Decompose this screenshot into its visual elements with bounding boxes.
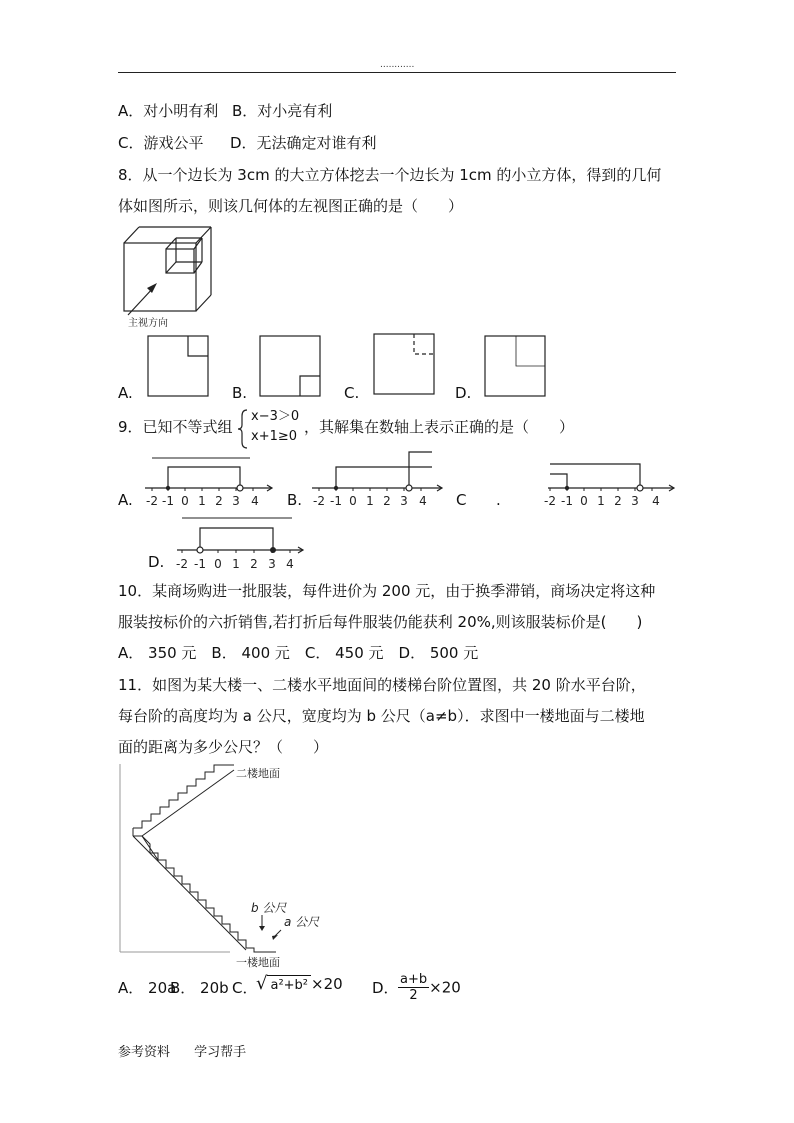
q9-suffix: ，其解集在数轴上表示正确的是（ ） bbox=[304, 418, 575, 436]
q10-options: A． 350 元 B． 400 元 C． 450 元 D． 500 元 bbox=[118, 644, 479, 662]
q9b-tick: 2 bbox=[383, 494, 391, 508]
q9b-tick: 4 bbox=[419, 494, 427, 508]
q9a-tick: -2 bbox=[146, 494, 158, 508]
q11-option-d-numerator: a+b bbox=[400, 972, 428, 987]
q8-cube-figure bbox=[116, 222, 226, 332]
q7-option-b: B．对小亮有利 bbox=[232, 102, 333, 120]
q9d-tick: 0 bbox=[214, 557, 222, 571]
q9c-tick: 0 bbox=[580, 494, 588, 508]
q8-line2: 体如图所示，则该几何体的左视图正确的是（ ） bbox=[118, 197, 464, 215]
q9a-tick: 3 bbox=[232, 494, 240, 508]
header-rule bbox=[118, 72, 676, 73]
q9d-tick: 4 bbox=[286, 557, 294, 571]
q9-inequality-2: x+1≥0 bbox=[251, 429, 298, 444]
q9a-tick: 0 bbox=[181, 494, 189, 508]
q11-line1: 11．如图为某大楼一、二楼水平地面间的楼梯台阶位置图，共 20 阶水平台阶， bbox=[118, 676, 646, 694]
q11-option-b: B． 20b bbox=[170, 979, 229, 997]
footer-right: 学习帮手 bbox=[194, 1045, 247, 1060]
q8-line1: 8．从一个边长为 3cm 的大立方体挖去一个边长为 1cm 的小立方体，得到的几何 bbox=[118, 166, 662, 184]
q11-floor1-label: 一楼地面 bbox=[236, 956, 280, 969]
q7-option-c: C．游戏公平 bbox=[118, 134, 204, 152]
q9-label-b: B. bbox=[287, 491, 303, 509]
q9b-tick: 3 bbox=[400, 494, 408, 508]
q11-option-c-radicand: a²+b² bbox=[267, 975, 311, 996]
q9-prefix: 9．已知不等式组 bbox=[118, 418, 233, 436]
q7-option-d: D．无法确定对谁有利 bbox=[230, 134, 377, 152]
q9a-tick: 4 bbox=[251, 494, 259, 508]
q9b-tick: -2 bbox=[313, 494, 325, 508]
q11-option-c-suffix: ×20 bbox=[311, 975, 343, 993]
q9-label-a: A. bbox=[118, 491, 133, 509]
q10-line2: 服装按标价的六折销售,若打折后每件服装仍能获利 20%,则该服装标价是( ) bbox=[118, 613, 643, 631]
page-footer bbox=[118, 1041, 266, 1060]
q9a-tick: 2 bbox=[215, 494, 223, 508]
q9-label-d: D. bbox=[148, 553, 165, 571]
q9c-tick: -2 bbox=[544, 494, 556, 508]
q8-arrow-label: 主视方向 bbox=[128, 318, 168, 329]
q9a-tick: 1 bbox=[198, 494, 206, 508]
q9b-tick: -1 bbox=[330, 494, 342, 508]
q9d-tick: -1 bbox=[194, 557, 206, 571]
q11-a-label: a 公尺 bbox=[284, 915, 320, 929]
q8-label-a: A. bbox=[118, 384, 133, 402]
q8-label-d: D. bbox=[455, 384, 472, 402]
q9c-tick: 2 bbox=[614, 494, 622, 508]
q9d-tick: 2 bbox=[250, 557, 258, 571]
q11-b-label: b 公尺 bbox=[251, 901, 287, 915]
q11-option-d-denominator: 2 bbox=[409, 988, 418, 1003]
q9d-tick: 1 bbox=[232, 557, 240, 571]
q8-label-c: C. bbox=[344, 384, 360, 402]
q9a-tick: -1 bbox=[162, 494, 174, 508]
q8-label-b: B. bbox=[232, 384, 248, 402]
q9c-tick: 3 bbox=[631, 494, 639, 508]
q9-label-c: C bbox=[456, 491, 467, 509]
q11-option-d-suffix: ×20 bbox=[429, 978, 461, 997]
header-dots: ............ bbox=[380, 60, 415, 70]
q7-option-a: A．对小明有利 bbox=[118, 102, 219, 120]
q11-line2: 每台阶的高度均为 a 公尺，宽度均为 b 公尺（a≠b）．求图中一楼地面与二楼地 bbox=[118, 707, 645, 725]
q9c-tick: 1 bbox=[597, 494, 605, 508]
q9d-tick: 3 bbox=[268, 557, 276, 571]
q9b-tick: 0 bbox=[349, 494, 357, 508]
q11-floor2-label: 二楼地面 bbox=[236, 767, 280, 780]
q11-line3: 面的距离为多少公尺？（ ） bbox=[118, 738, 329, 756]
q9-inequality-1: x−3＞0 bbox=[251, 409, 300, 424]
q9c-tick: -1 bbox=[561, 494, 573, 508]
q11-option-a: A． 20a bbox=[118, 979, 177, 997]
q11-option-c-prefix: C． bbox=[232, 979, 258, 997]
q9-number-lines bbox=[0, 450, 794, 575]
q9-brace-icon bbox=[237, 408, 249, 450]
q11-option-c-sqrt: √ a²+b² ×20 bbox=[256, 973, 343, 994]
q9b-tick: 1 bbox=[366, 494, 374, 508]
q9-label-c-dot: . bbox=[496, 491, 501, 509]
q11-option-d-prefix: D． bbox=[372, 979, 399, 997]
q9d-tick: -2 bbox=[176, 557, 188, 571]
q10-line1: 10．某商场购进一批服装，每件进价为 200 元，由于换季滞销，商场决定将这种 bbox=[118, 582, 656, 600]
q11-option-d-fraction bbox=[398, 972, 461, 1003]
q9c-tick: 4 bbox=[652, 494, 660, 508]
q11-stairs-figure bbox=[118, 760, 358, 972]
footer-left: 参考资料 bbox=[118, 1045, 171, 1060]
